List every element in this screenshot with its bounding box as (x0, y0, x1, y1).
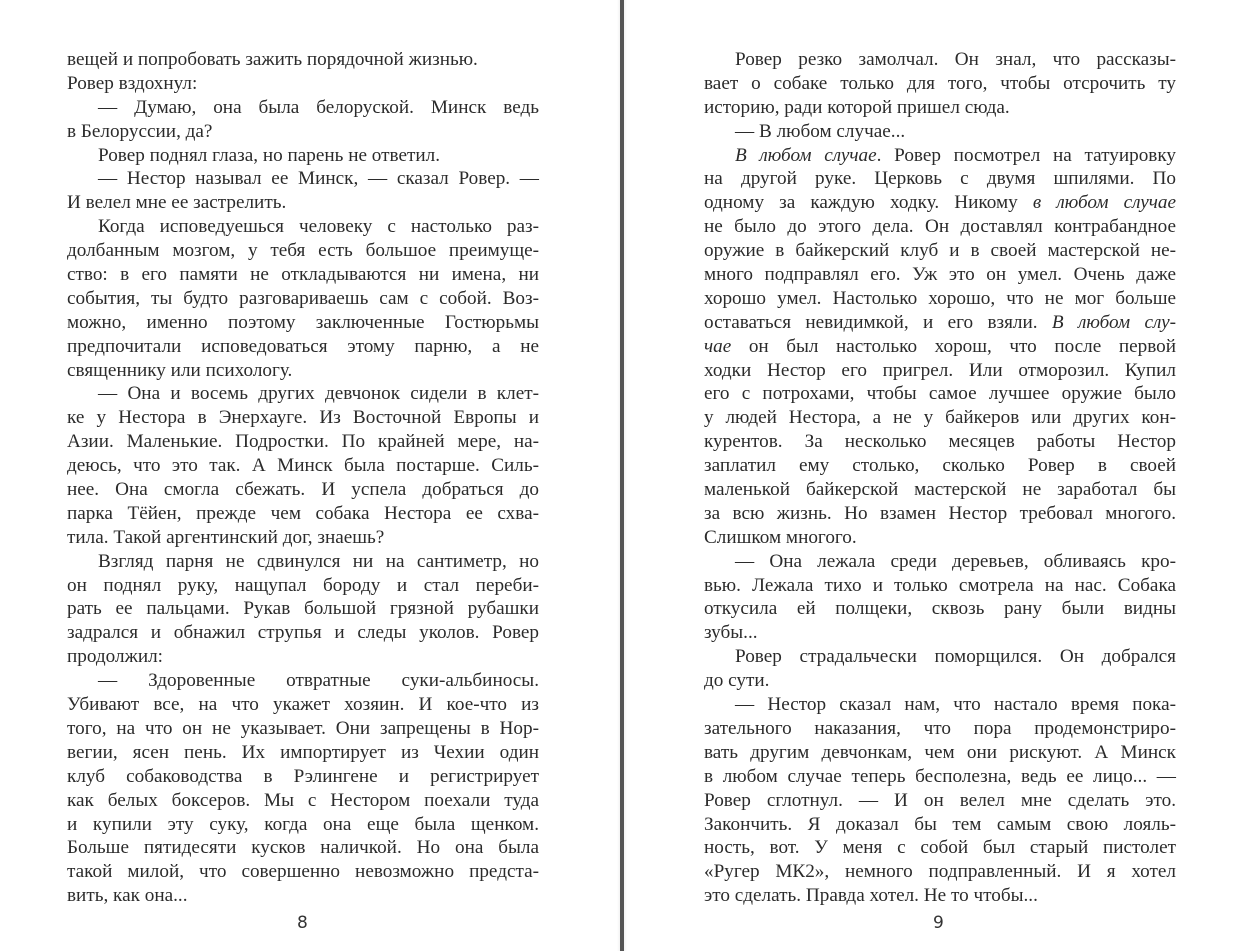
text-line: Ровер вздохнул: (67, 72, 198, 94)
text-line: хорошо умел. Настолько хорошо, что не мог больше (704, 287, 1176, 309)
text-line: оставаться невидимкой, и его взяли. В любом слу- (704, 311, 1176, 333)
text-line: Взгляд парня не сдвинулся ни на сантиметр, но (98, 550, 539, 572)
text-line: ходки Нестор его пригрел. Или отморозил. Купил (704, 359, 1176, 381)
page-number-right: 9 (933, 913, 944, 933)
text-line: вает о собаке только для того, чтобы отсрочить ту (704, 72, 1176, 94)
text-line: вать другим девчонкам, чем они рискуют. А Минск (704, 741, 1176, 763)
text-line: и купили эту суку, когда она еще была щенком. (67, 813, 539, 835)
text-line: рать ее пальцами. Рукав большой грязной рубашки (67, 598, 539, 620)
text-line: Убивают все, на что укажет хозяин. И кое-что из (67, 694, 539, 716)
text-line: вить, как она... (67, 885, 188, 907)
text-line: клуб собаководства в Рэлингене и регистрирует (67, 765, 539, 787)
page-number-left: 8 (297, 913, 308, 933)
text-line: события, ты будто разговариваешь сам с собой. Воз- (67, 287, 539, 309)
text-line: он поднял руку, нащупал бороду и стал переби- (67, 574, 539, 596)
text-line: оружие в байкерский клуб и в своей мастерской не- (704, 240, 1176, 262)
text-line: на другой руке. Церковь с двумя шпилями. По (704, 168, 1176, 190)
text-line: Ровер страдальчески поморщился. Он добрался (735, 646, 1176, 668)
text-line: предпочитали исповедоваться этому парню, а не (67, 335, 539, 357)
text-line: в любом случае теперь бесполезна, ведь ее лицо... — (704, 765, 1176, 787)
text-line: чае он был настолько хорош, что после первой (704, 335, 1176, 357)
text-line: это сделать. Правда хотел. Не то чтобы... (704, 885, 1038, 907)
text-line: за всю жизнь. Но взамен Нестор требовал многого. (704, 502, 1176, 524)
text-line: И велел мне ее застрелить. (67, 192, 287, 214)
right-page-text (704, 48, 1176, 908)
text-line: тила. Такой аргентинский дог, знаешь? (67, 526, 385, 548)
text-line: не было до этого дела. Он доставлял контрабандное (704, 216, 1176, 238)
text-line: — В любом случае... (735, 120, 906, 142)
text-line: можно, именно поэтому заключенные Гостюрьмы (67, 311, 539, 333)
text-line: вью. Лежала тихо и только смотрела на нас. Собака (704, 574, 1176, 596)
text-line: как белых боксеров. Мы с Нестором поехали туда (67, 789, 539, 811)
text-line: Ровер сглотнул. — И он велел мне сделать это. (704, 789, 1176, 811)
text-line: парка Тёйен, прежде чем собака Нестора ее схва- (67, 502, 539, 524)
text-line: до сути. (704, 670, 770, 692)
text-line: Ровер резко замолчал. Он знал, что рассказы- (735, 49, 1176, 70)
text-line: откусила ей полщеки, сквозь рану были видны (704, 598, 1176, 620)
text-line: Азии. Маленькие. Подростки. По крайней мере, на- (67, 431, 539, 453)
text-line: ство: в его памяти не откладываются ни имена, ни (67, 264, 539, 286)
text-line: заплатил ему столько, сколько Ровер в своей (704, 455, 1176, 477)
text-line: Ровер поднял глаза, но парень не ответил. (98, 144, 441, 166)
text-line: маленькой байкерской мастерской не заработал бы (704, 479, 1176, 501)
text-line: — Она лежала среди деревьев, обливаясь кро- (735, 550, 1176, 572)
text-line: вещей и попробовать зажить порядочной жизнью. (67, 49, 478, 70)
text-line: одному за каждую ходку. Никому в любом случае (704, 192, 1177, 214)
text-line: деюсь, что это так. А Минск была постарше. Силь- (67, 455, 539, 477)
text-line: «Ругер МК2», немного подправленный. И я хотел (704, 861, 1176, 883)
text-line: Закончить. Я доказал бы тем самым свою лояль- (704, 813, 1176, 835)
text-line: курентов. За несколько месяцев работы Нестор (704, 431, 1176, 453)
text-line: нее. Она смогла сбежать. И успела добраться до (67, 479, 539, 501)
text-line: у людей Нестора, а не у байкеров или других кон- (704, 407, 1176, 429)
text-line: задрался и обнажил струпья и следы уколов. Ровер (67, 622, 539, 644)
text-line: такой милой, что совершенно невозможно предста- (67, 861, 539, 883)
text-line: его с потрохами, чтобы самое лучшее оружие было (704, 383, 1176, 405)
text-line: — Нестор сказал нам, что настало время пока- (735, 694, 1176, 716)
text-line: священнику или психологу. (67, 359, 293, 381)
text-line: — Здоровенные отвратные суки-альбиносы. (98, 670, 539, 692)
text-line: Больше пятидесяти кусков наличкой. Но она была (67, 837, 539, 859)
text-line: продолжил: (67, 646, 164, 668)
text-line: того, на что он не указывает. Они запрещены в Нор- (67, 717, 539, 739)
text-line: — Думаю, она была белоруской. Минск ведь (98, 96, 539, 118)
text-line: ке у Нестора в Энерхауге. Из Восточной Европы и (67, 407, 539, 429)
text-line: В любом случае. Ровер посмотрел на татуировку (735, 144, 1176, 166)
left-page-text (67, 48, 539, 908)
text-line: — Она и восемь других девчонок сидели в клет- (98, 383, 539, 405)
text-line: вегии, ясен пень. Их импортирует из Чехии один (67, 741, 539, 763)
text-line: в Белоруссии, да? (67, 120, 213, 142)
text-line: много подправлял его. Уж это он умел. Очень даже (704, 264, 1176, 286)
text-line: зательного наказания, что пора продемонстриро- (704, 717, 1176, 739)
book-spine-divider (620, 0, 624, 951)
text-line: историю, ради которой пришел сюда. (704, 96, 1010, 118)
text-line: ность, вот. У меня с собой был старый пистолет (704, 837, 1176, 859)
text-line: зубы... (704, 622, 758, 644)
text-line: долбанным мозгом, у тебя есть большое преимуще- (67, 240, 539, 262)
text-line: Когда исповедуешься человеку с настолько раз- (98, 216, 539, 238)
text-line: — Нестор называл ее Минск, — сказал Ровер. — (98, 168, 539, 190)
text-line: Слишком многого. (704, 526, 857, 548)
